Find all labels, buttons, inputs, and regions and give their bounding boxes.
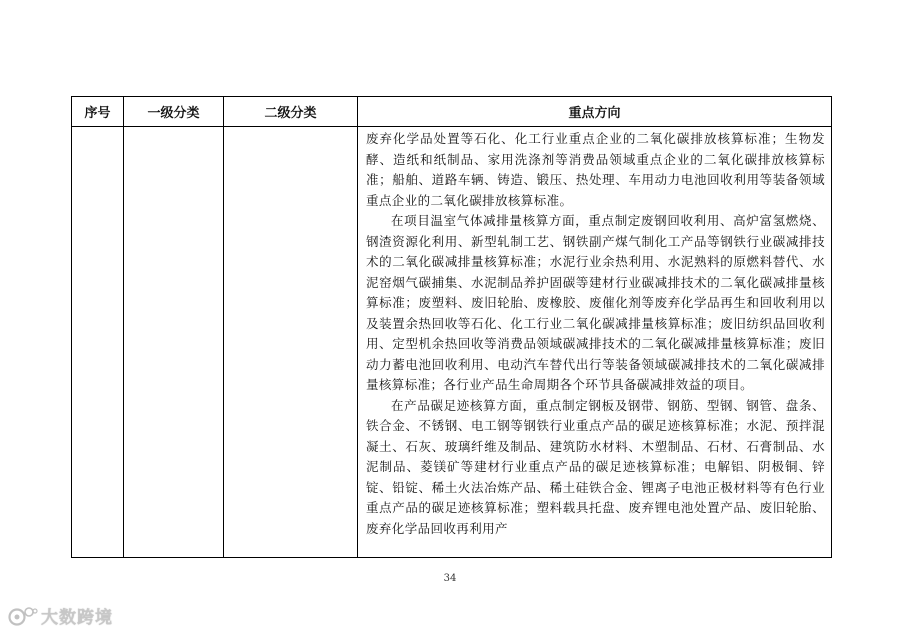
table-row (72, 127, 832, 558)
cell-level2 (224, 127, 358, 558)
focus-paragraph-2: 在项目温室气体减排量核算方面，重点制定废钢回收利用、高炉富氢燃烧、钢渣资源化利用、新型轧制工艺、钢铁副产煤气制化工产品等钢铁行业碳减排技术的二氧化碳减排量核算标准；水泥行业余热利用、水泥熟料的原燃料替代、水泥窑烟气碳捕集、水泥制品养护固碳等建材行业碳减排技术的二氧化碳减排量核算标准；废塑料、废旧轮胎、废橡胶、废催化剂等废弃化学品再生和回收利用以及装置余热回收等石化、化工行业二氧化碳减排量核算标准；废旧纺织品回收利用、定型机余热回收等消费品领域碳减排技术的二氧化碳减排量核算标准；废旧动力蓄电池回收利用、电动汽车替代出行等装备领域碳减排技术的二氧化碳减排量核算标准；各行业产品生命周期各个环节具备碳减排效益的项目。 (366, 213, 825, 392)
watermark (8, 603, 113, 628)
cell-level1 (124, 127, 224, 558)
cell-focus (358, 127, 832, 558)
focus-paragraph-1: 废弃化学品处置等石化、化工行业重点企业的二氧化碳排放核算标准；生物发酵、造纸和纸制品、家用洗涤剂等消费品领域重点企业的二氧化碳排放核算标准；船舶、道路车辆、铸造、锻压、热处理、车用动力电池回收利用等装备领域重点企业的二氧化碳排放核算标准。 (366, 131, 825, 208)
logo-icon (8, 605, 38, 627)
focus-content (358, 127, 831, 539)
cell-seq (72, 127, 124, 558)
header-level2: 二级分类 (224, 97, 358, 127)
header-level1: 一级分类 (124, 97, 224, 127)
standards-table (71, 96, 832, 558)
table-header-row (72, 97, 832, 127)
page-number: 34 (443, 573, 457, 584)
header-focus: 重点方向 (358, 97, 832, 127)
watermark-text: 大数跨境 (41, 608, 113, 628)
header-seq: 序号 (72, 97, 124, 127)
focus-paragraph-3: 在产品碳足迹核算方面，重点制定钢板及钢带、钢筋、型钢、钢管、盘条、铁合金、不锈钢、电工钢等钢铁行业重点产品的碳足迹核算标准；水泥、预拌混凝土、石灰、玻璃纤维及制品、建筑防水材料、木塑制品、石材、石膏制品、水泥制品、菱镁矿等建材行业重点产品的碳足迹核算标准；电解铝、阴极铜、锌锭、铅锭、稀土火法冶炼产品、稀土硅铁合金、锂离子电池正极材料等有色行业重点产品的碳足迹核算标准；塑料载具托盘、废弃锂电池处置产品、废旧轮胎、废弃化学品回收再利用产 (366, 397, 825, 536)
